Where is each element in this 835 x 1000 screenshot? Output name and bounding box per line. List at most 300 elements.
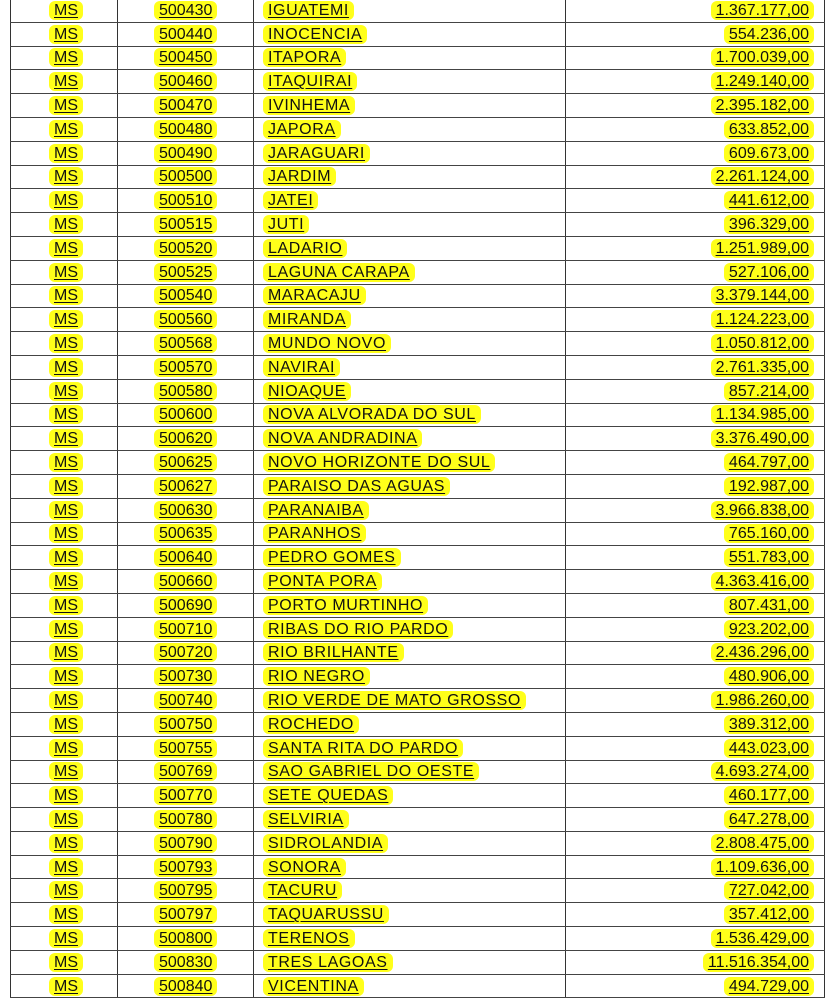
uf-cell [10, 451, 118, 474]
table-row [10, 903, 825, 927]
municipality-cell [254, 808, 566, 831]
value-cell-text: 1.367.177,00 [711, 1, 814, 20]
uf-cell [10, 356, 118, 379]
code-cell [118, 594, 254, 617]
uf-cell-text: MS [49, 501, 83, 520]
code-cell-text: 500490 [154, 144, 217, 163]
value-cell [566, 975, 825, 998]
municipality-cell [254, 380, 566, 403]
municipality-cell [254, 523, 566, 546]
table-row [10, 166, 825, 190]
value-cell-text: 2.261.124,00 [711, 167, 814, 186]
uf-cell-text: MS [49, 810, 83, 829]
uf-cell-text: MS [49, 691, 83, 710]
value-cell [566, 499, 825, 522]
municipality-cell-text: SONORA [263, 858, 346, 877]
code-cell [118, 808, 254, 831]
municipality-cell-text: PARANHOS [263, 524, 366, 543]
value-cell-text: 4.693.274,00 [711, 762, 814, 781]
value-cell [566, 451, 825, 474]
municipality-cell-text: IVINHEMA [263, 96, 355, 115]
code-cell-text: 500840 [154, 977, 217, 996]
code-cell [118, 356, 254, 379]
table-row [10, 927, 825, 951]
value-cell [566, 356, 825, 379]
municipality-cell-text: NOVA ALVORADA DO SUL [263, 405, 481, 424]
table-row [10, 808, 825, 832]
value-cell [566, 332, 825, 355]
uf-cell [10, 285, 118, 308]
value-cell [566, 237, 825, 260]
value-cell-text: 807.431,00 [724, 596, 814, 615]
uf-cell [10, 523, 118, 546]
value-cell [566, 189, 825, 212]
table-row [10, 189, 825, 213]
value-cell [566, 261, 825, 284]
code-cell-text: 500627 [154, 477, 217, 496]
municipality-cell [254, 784, 566, 807]
uf-cell [10, 761, 118, 784]
value-cell [566, 618, 825, 641]
uf-cell [10, 380, 118, 403]
code-cell [118, 618, 254, 641]
uf-cell-text: MS [49, 762, 83, 781]
value-cell-text: 2.395.182,00 [711, 96, 814, 115]
municipality-cell-text: MIRANDA [263, 310, 351, 329]
value-cell-text: 192.987,00 [724, 477, 814, 496]
code-cell-text: 500795 [154, 881, 217, 900]
value-cell-text: 4.363.416,00 [711, 572, 814, 591]
value-cell [566, 94, 825, 117]
code-cell [118, 213, 254, 236]
table-row [10, 380, 825, 404]
uf-cell-text: MS [49, 596, 83, 615]
table-row [10, 546, 825, 570]
uf-cell-text: MS [49, 524, 83, 543]
uf-cell-text: MS [49, 429, 83, 448]
code-cell-text: 500470 [154, 96, 217, 115]
municipality-cell-text: RIO BRILHANTE [263, 643, 404, 662]
value-cell-text: 609.673,00 [724, 144, 814, 163]
code-cell-text: 500620 [154, 429, 217, 448]
municipality-cell-text: RIBAS DO RIO PARDO [263, 620, 453, 639]
table-row [10, 689, 825, 713]
uf-cell [10, 427, 118, 450]
table-row [10, 642, 825, 666]
code-cell-text: 500800 [154, 929, 217, 948]
uf-cell-text: MS [49, 358, 83, 377]
value-cell-text: 1.986.260,00 [711, 691, 814, 710]
value-cell-text: 441.612,00 [724, 191, 814, 210]
code-cell-text: 500440 [154, 25, 217, 44]
code-cell-text: 500769 [154, 762, 217, 781]
value-cell-text: 727.042,00 [724, 881, 814, 900]
code-cell-text: 500520 [154, 239, 217, 258]
value-cell [566, 927, 825, 950]
code-cell-text: 500770 [154, 786, 217, 805]
table-row [10, 142, 825, 166]
code-cell-text: 500630 [154, 501, 217, 520]
table-row [10, 237, 825, 261]
table-row [10, 570, 825, 594]
uf-cell [10, 94, 118, 117]
code-cell [118, 451, 254, 474]
code-cell [118, 189, 254, 212]
value-cell-text: 1.249.140,00 [711, 72, 814, 91]
spreadsheet-table [10, 0, 825, 998]
uf-cell-text: MS [49, 239, 83, 258]
table-row [10, 308, 825, 332]
value-cell [566, 737, 825, 760]
uf-cell-text: MS [49, 72, 83, 91]
value-cell [566, 784, 825, 807]
value-cell [566, 761, 825, 784]
code-cell [118, 951, 254, 974]
uf-cell-text: MS [49, 263, 83, 282]
uf-cell [10, 23, 118, 46]
municipality-cell-text: TACURU [263, 881, 342, 900]
code-cell [118, 761, 254, 784]
value-cell-text: 357.412,00 [724, 905, 814, 924]
code-cell-text: 500500 [154, 167, 217, 186]
code-cell-text: 500730 [154, 667, 217, 686]
value-cell-text: 1.134.985,00 [711, 405, 814, 424]
municipality-cell [254, 142, 566, 165]
code-cell-text: 500740 [154, 691, 217, 710]
value-cell [566, 832, 825, 855]
code-cell [118, 285, 254, 308]
table-row [10, 451, 825, 475]
table-row [10, 285, 825, 309]
municipality-cell-text: PEDRO GOMES [263, 548, 401, 567]
table-row [10, 213, 825, 237]
municipality-cell [254, 951, 566, 974]
municipality-cell-text: TAQUARUSSU [263, 905, 389, 924]
municipality-cell-text: RIO VERDE DE MATO GROSSO [263, 691, 526, 710]
code-cell [118, 665, 254, 688]
municipality-cell [254, 879, 566, 902]
uf-cell-text: MS [49, 215, 83, 234]
municipality-cell-text: NAVIRAI [263, 358, 340, 377]
table-row [10, 70, 825, 94]
table-row [10, 618, 825, 642]
municipality-cell [254, 47, 566, 70]
uf-cell-text: MS [49, 620, 83, 639]
municipality-cell-text: SAO GABRIEL DO OESTE [263, 762, 479, 781]
municipality-cell [254, 94, 566, 117]
value-cell [566, 808, 825, 831]
municipality-cell [254, 427, 566, 450]
uf-cell [10, 47, 118, 70]
table-row [10, 737, 825, 761]
municipality-cell-text: PARAISO DAS AGUAS [263, 477, 450, 496]
code-cell-text: 500780 [154, 810, 217, 829]
uf-cell-text: MS [49, 25, 83, 44]
table-row [10, 261, 825, 285]
code-cell-text: 500720 [154, 643, 217, 662]
value-cell-text: 3.379.144,00 [711, 286, 814, 305]
municipality-cell [254, 118, 566, 141]
uf-cell [10, 213, 118, 236]
municipality-cell [254, 0, 566, 22]
table-row [10, 523, 825, 547]
value-cell [566, 903, 825, 926]
municipality-cell [254, 237, 566, 260]
table-row [10, 427, 825, 451]
uf-cell [10, 261, 118, 284]
table-row [10, 784, 825, 808]
value-cell-text: 647.278,00 [724, 810, 814, 829]
code-cell [118, 642, 254, 665]
table-row [10, 356, 825, 380]
code-cell-text: 500460 [154, 72, 217, 91]
uf-cell-text: MS [49, 548, 83, 567]
value-cell [566, 427, 825, 450]
value-cell [566, 47, 825, 70]
uf-cell [10, 70, 118, 93]
table-row [10, 951, 825, 975]
municipality-cell [254, 451, 566, 474]
table-row [10, 47, 825, 71]
municipality-cell-text: INOCENCIA [263, 25, 367, 44]
value-cell-text: 857.214,00 [724, 382, 814, 401]
value-cell-text: 2.808.475,00 [711, 834, 814, 853]
municipality-cell [254, 856, 566, 879]
value-cell-text: 1.536.429,00 [711, 929, 814, 948]
value-cell [566, 570, 825, 593]
table-row [10, 761, 825, 785]
value-cell-text: 1.700.039,00 [711, 48, 814, 67]
value-cell-text: 3.966.838,00 [711, 501, 814, 520]
table-row [10, 879, 825, 903]
value-cell [566, 594, 825, 617]
uf-cell [10, 784, 118, 807]
table-row [10, 665, 825, 689]
value-cell [566, 23, 825, 46]
uf-cell [10, 546, 118, 569]
code-cell-text: 500750 [154, 715, 217, 734]
municipality-cell-text: NOVO HORIZONTE DO SUL [263, 453, 495, 472]
uf-cell [10, 594, 118, 617]
code-cell-text: 500690 [154, 596, 217, 615]
municipality-cell [254, 356, 566, 379]
uf-cell [10, 308, 118, 331]
municipality-cell [254, 70, 566, 93]
code-cell [118, 332, 254, 355]
municipality-cell-text: PONTA PORA [263, 572, 382, 591]
value-cell-text: 2.761.335,00 [711, 358, 814, 377]
uf-cell [10, 951, 118, 974]
municipality-cell [254, 499, 566, 522]
uf-cell [10, 665, 118, 688]
value-cell [566, 951, 825, 974]
code-cell-text: 500570 [154, 358, 217, 377]
value-cell-text: 11.516.354,00 [703, 953, 814, 972]
value-cell-text: 1.050.812,00 [711, 334, 814, 353]
uf-cell [10, 0, 118, 22]
value-cell-text: 3.376.490,00 [711, 429, 814, 448]
value-cell-text: 923.202,00 [724, 620, 814, 639]
code-cell [118, 23, 254, 46]
table-row [10, 0, 825, 23]
municipality-cell-text: SANTA RITA DO PARDO [263, 739, 463, 758]
municipality-cell-text: ROCHEDO [263, 715, 359, 734]
value-cell-text: 460.177,00 [724, 786, 814, 805]
table-row [10, 94, 825, 118]
code-cell [118, 404, 254, 427]
code-cell-text: 500450 [154, 48, 217, 67]
code-cell-text: 500430 [154, 1, 217, 20]
value-cell [566, 0, 825, 22]
value-cell [566, 856, 825, 879]
code-cell-text: 500525 [154, 263, 217, 282]
value-cell-text: 1.124.223,00 [711, 310, 814, 329]
value-cell [566, 404, 825, 427]
code-cell [118, 118, 254, 141]
code-cell-text: 500830 [154, 953, 217, 972]
uf-cell-text: MS [49, 48, 83, 67]
municipality-cell-text: NOVA ANDRADINA [263, 429, 422, 448]
uf-cell-text: MS [49, 786, 83, 805]
code-cell-text: 500510 [154, 191, 217, 210]
value-cell [566, 70, 825, 93]
code-cell [118, 523, 254, 546]
uf-cell [10, 689, 118, 712]
municipality-cell-text: JARDIM [263, 167, 336, 186]
uf-cell [10, 570, 118, 593]
code-cell-text: 500755 [154, 739, 217, 758]
code-cell-text: 500568 [154, 334, 217, 353]
municipality-cell [254, 832, 566, 855]
municipality-cell [254, 927, 566, 950]
value-cell-text: 633.852,00 [724, 120, 814, 139]
value-cell-text: 389.312,00 [724, 715, 814, 734]
table-row [10, 475, 825, 499]
uf-cell [10, 237, 118, 260]
code-cell-text: 500635 [154, 524, 217, 543]
value-cell [566, 118, 825, 141]
code-cell [118, 166, 254, 189]
value-cell [566, 308, 825, 331]
uf-cell-text: MS [49, 310, 83, 329]
code-cell-text: 500660 [154, 572, 217, 591]
table-row [10, 856, 825, 880]
municipality-cell [254, 665, 566, 688]
municipality-cell-text: SELVIRIA [263, 810, 349, 829]
uf-cell-text: MS [49, 286, 83, 305]
municipality-cell-text: IGUATEMI [263, 1, 354, 20]
uf-cell-text: MS [49, 144, 83, 163]
municipality-cell-text: NIOAQUE [263, 382, 351, 401]
municipality-cell-text: PORTO MURTINHO [263, 596, 428, 615]
table-row [10, 404, 825, 428]
municipality-cell-text: SETE QUEDAS [263, 786, 393, 805]
value-cell-text: 2.436.296,00 [711, 643, 814, 662]
uf-cell-text: MS [49, 1, 83, 20]
value-cell [566, 213, 825, 236]
code-cell-text: 500515 [154, 215, 217, 234]
code-cell-text: 500790 [154, 834, 217, 853]
uf-cell [10, 404, 118, 427]
code-cell-text: 500580 [154, 382, 217, 401]
uf-cell-text: MS [49, 120, 83, 139]
uf-cell-text: MS [49, 834, 83, 853]
municipality-cell [254, 761, 566, 784]
value-cell [566, 665, 825, 688]
code-cell-text: 500600 [154, 405, 217, 424]
municipality-cell-text: JARAGUARI [263, 144, 370, 163]
code-cell [118, 0, 254, 22]
municipality-cell-text: LAGUNA CARAPA [263, 263, 415, 282]
table-row [10, 713, 825, 737]
municipality-cell [254, 475, 566, 498]
uf-cell-text: MS [49, 643, 83, 662]
value-cell [566, 523, 825, 546]
uf-cell [10, 189, 118, 212]
uf-cell [10, 903, 118, 926]
uf-cell [10, 808, 118, 831]
uf-cell-text: MS [49, 715, 83, 734]
municipality-cell [254, 737, 566, 760]
uf-cell [10, 475, 118, 498]
municipality-cell [254, 261, 566, 284]
table-row [10, 832, 825, 856]
code-cell [118, 832, 254, 855]
code-cell-text: 500625 [154, 453, 217, 472]
municipality-cell [254, 713, 566, 736]
municipality-cell-text: TERENOS [263, 929, 355, 948]
municipality-cell [254, 332, 566, 355]
municipality-cell [254, 570, 566, 593]
code-cell [118, 879, 254, 902]
municipality-cell-text: JATEI [263, 191, 318, 210]
code-cell [118, 784, 254, 807]
uf-cell-text: MS [49, 477, 83, 496]
municipality-cell [254, 23, 566, 46]
table-row [10, 23, 825, 47]
municipality-cell-text: SIDROLANDIA [263, 834, 388, 853]
table-row [10, 118, 825, 142]
municipality-cell-text: ITAQUIRAI [263, 72, 357, 91]
uf-cell-text: MS [49, 191, 83, 210]
code-cell [118, 499, 254, 522]
value-cell-text: 1.109.636,00 [711, 858, 814, 877]
municipality-cell [254, 689, 566, 712]
code-cell-text: 500797 [154, 905, 217, 924]
code-cell [118, 47, 254, 70]
code-cell-text: 500480 [154, 120, 217, 139]
code-cell [118, 308, 254, 331]
municipality-cell [254, 308, 566, 331]
uf-cell-text: MS [49, 977, 83, 996]
code-cell [118, 94, 254, 117]
municipality-cell-text: MARACAJU [263, 286, 366, 305]
uf-cell-text: MS [49, 953, 83, 972]
code-cell-text: 500560 [154, 310, 217, 329]
uf-cell-text: MS [49, 96, 83, 115]
value-cell [566, 689, 825, 712]
value-cell [566, 285, 825, 308]
municipality-cell [254, 642, 566, 665]
code-cell [118, 142, 254, 165]
code-cell [118, 737, 254, 760]
table-row [10, 499, 825, 523]
value-cell [566, 642, 825, 665]
code-cell [118, 475, 254, 498]
municipality-cell-text: RIO NEGRO [263, 667, 370, 686]
municipality-cell-text: JUTI [263, 215, 309, 234]
code-cell-text: 500793 [154, 858, 217, 877]
